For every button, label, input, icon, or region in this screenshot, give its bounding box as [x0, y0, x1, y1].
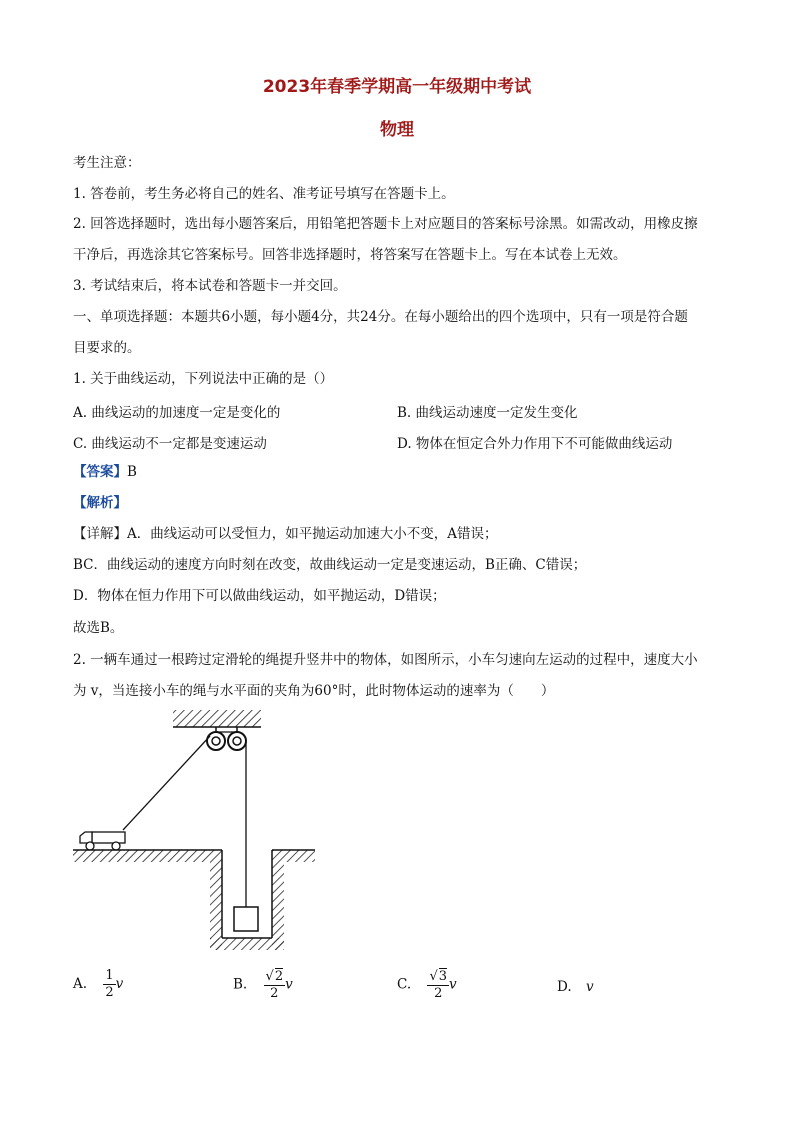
answer-label: 【答案】: [73, 464, 127, 480]
notice-item-3: 3. 考试结束后，将本试卷和答题卡一并交回。: [73, 278, 347, 294]
rope-to-car: [123, 736, 210, 830]
sqrt-icon: √: [265, 969, 274, 984]
sqrt-icon: √: [429, 969, 438, 984]
pulley-icon-left: [207, 727, 225, 750]
q1-analysis-label: [73, 494, 127, 512]
q1-stem: 1. 关于曲线运动，下列说法中正确的是（）: [73, 371, 334, 387]
q2-option-a-numerator: 1: [105, 968, 114, 983]
detail-text-1: A．曲线运动可以受恒力，如平抛运动加速大小不变，A错误；: [127, 526, 498, 542]
notice-item-1: 1. 答卷前，考生务必将自己的姓名、准考证号填写在答题卡上。: [73, 186, 455, 202]
q2-option-b: [233, 968, 293, 1002]
ground-left-hatch: [73, 850, 222, 950]
car-icon: [80, 832, 125, 850]
q2-option-c-radicand: 3: [438, 969, 448, 984]
q2-option-c: [397, 968, 457, 1002]
exam-title: 2023年春季学期高一年级期中考试: [262, 77, 532, 97]
section-heading-line-2: 目要求的。: [73, 340, 141, 356]
q1-detail-1: [73, 525, 498, 543]
q2-option-c-var: v: [449, 976, 457, 993]
q2-option-c-fraction: [427, 968, 449, 1002]
q2-stem-line-2: 为 v，当连接小车的绳与水平面的夹角为60°时，此时物体运动的速率为（ ）: [73, 683, 555, 699]
q2-option-d: [557, 979, 594, 995]
ground-right-hatch: [272, 850, 315, 950]
q2-option-c-denominator: 2: [434, 986, 443, 1001]
q2-option-c-numerator: [427, 968, 449, 986]
pulley-icon-right: [228, 727, 246, 750]
q2-option-b-radicand: 2: [274, 969, 284, 984]
q1-option-b: B. 曲线运动速度一定发生变化: [397, 405, 578, 421]
q2-option-c-label: C.: [397, 976, 412, 993]
subject-title: 物理: [380, 120, 414, 140]
q2-option-b-denominator: 2: [270, 986, 279, 1001]
q2-option-d-label: D.: [557, 979, 572, 995]
q1-option-a: A. 曲线运动的加速度一定是变化的: [73, 405, 281, 421]
q2-option-a-label: A.: [73, 976, 88, 992]
notice-item-2-line-1: 2. 回答选择题时，选出每小题答案后，用铅笔把答题卡上对应题目的答案标号涂黑。如需改动，用橡皮擦: [73, 216, 698, 232]
q2-option-b-fraction: [264, 968, 286, 1002]
notice-heading: 考生注意：: [73, 155, 141, 171]
q1-option-c: C. 曲线运动不一定都是变速运动: [73, 436, 267, 452]
q1-answer: [73, 463, 137, 481]
analysis-label: 【解析】: [73, 495, 127, 511]
q1-detail-2: BC．曲线运动的速度方向时刻在改变，故曲线运动一定是变速运动，B正确、C错误；: [73, 557, 587, 573]
q2-option-a-denominator: 2: [105, 985, 114, 1000]
shaft-bottom-hatch: [210, 938, 284, 950]
notice-item-2-line-2: 干净后，再选涂其它答案标号。回答非选择题时，将答案写在答题卡上。写在本试卷上无效。: [73, 247, 627, 263]
q2-option-a-fraction: [103, 968, 115, 1001]
q2-option-b-var: v: [285, 976, 293, 993]
pulley-diagram: [70, 705, 320, 955]
q2-option-a-var: v: [115, 976, 124, 992]
ceiling-hatch: [173, 710, 261, 727]
block-object: [234, 907, 258, 931]
q2-option-b-label: B.: [233, 976, 248, 993]
q1-option-d: D. 物体在恒定合外力作用下不可能做曲线运动: [397, 436, 673, 452]
q2-option-b-numerator: [264, 968, 286, 986]
q1-detail-3: D．物体在恒力作用下可以做曲线运动，如平抛运动，D错误；: [73, 588, 446, 604]
q2-option-a: [73, 968, 123, 1001]
q1-conclusion: 故选B。: [73, 620, 124, 636]
detail-label: 【详解】: [73, 526, 127, 542]
section-heading-line-1: 一、单项选择题：本题共6小题，每小题4分，共24分。在每小题给出的四个选项中，只有一项是符合题: [73, 309, 688, 325]
q2-option-d-var: v: [585, 979, 594, 995]
q2-stem-line-1: 2. 一辆车通过一根跨过定滑轮的绳提升竖井中的物体，如图所示，小车匀速向左运动的过程中，速度大小: [73, 652, 698, 668]
answer-value: B: [127, 464, 137, 480]
